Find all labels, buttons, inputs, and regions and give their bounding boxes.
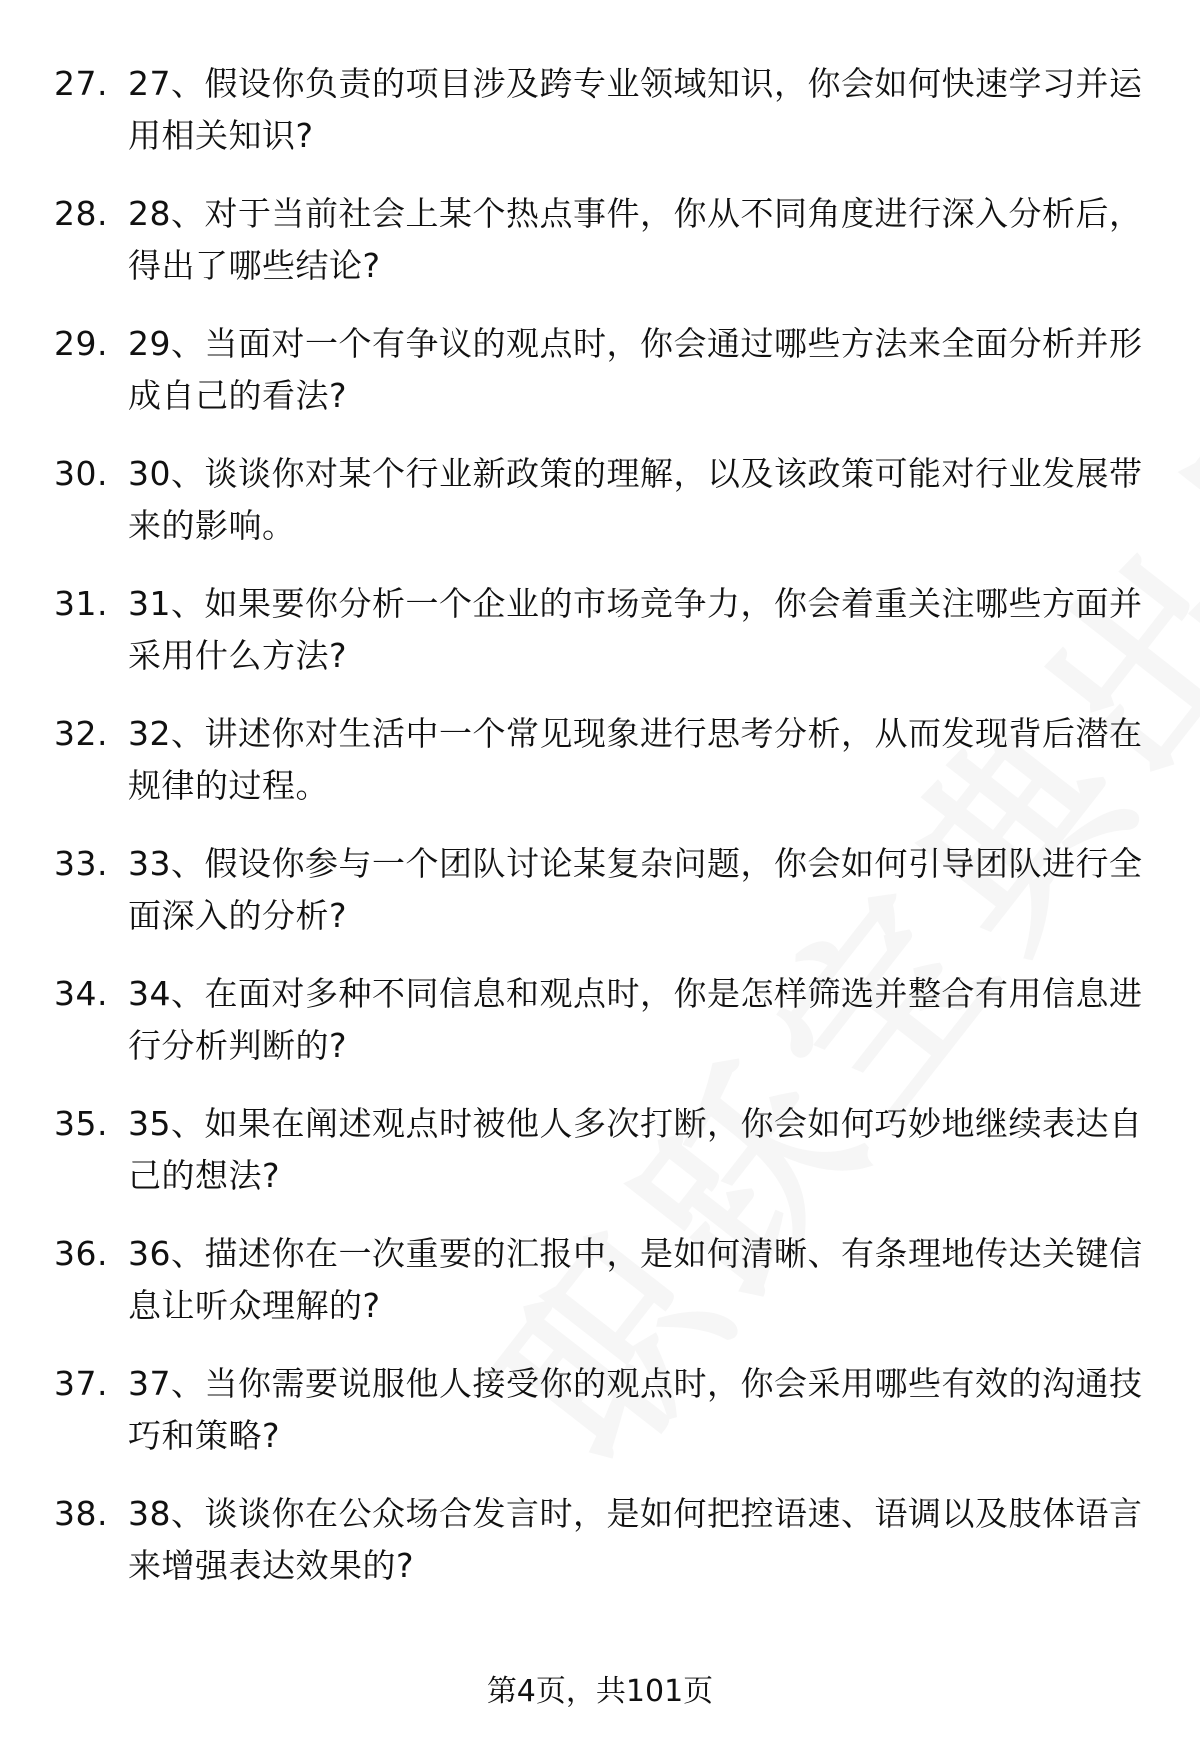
list-item — [0, 838, 1200, 968]
question-number: 36. — [54, 1234, 108, 1273]
question-text: 37、当你需要说服他人接受你的观点时，你会采用哪些有效的沟通技巧和策略? — [128, 1364, 1143, 1455]
question-number: 38. — [54, 1494, 108, 1533]
list-item — [0, 708, 1200, 838]
question-text: 33、假设你参与一个团队讨论某复杂问题，你会如何引导团队进行全面深入的分析? — [128, 844, 1143, 935]
question-text: 35、如果在阐述观点时被他人多次打断，你会如何巧妙地继续表达自己的想法? — [128, 1104, 1143, 1195]
question-number: 27. — [54, 64, 108, 103]
question-text: 34、在面对多种不同信息和观点时，你是怎样筛选并整合有用信息进行分析判断的? — [128, 974, 1143, 1065]
list-item — [0, 318, 1200, 448]
list-item — [0, 1228, 1200, 1358]
question-number: 34. — [54, 974, 108, 1013]
list-item — [0, 968, 1200, 1098]
question-number: 28. — [54, 194, 108, 233]
question-number: 33. — [54, 844, 108, 883]
question-number: 29. — [54, 324, 108, 363]
question-text: 29、当面对一个有争议的观点时，你会通过哪些方法来全面分析并形成自己的看法? — [128, 324, 1143, 415]
question-number: 30. — [54, 454, 108, 493]
question-text: 31、如果要你分析一个企业的市场竞争力，你会着重关注哪些方面并采用什么方法? — [128, 584, 1143, 675]
question-number: 31. — [54, 584, 108, 623]
question-text: 38、谈谈你在公众场合发言时，是如何把控语速、语调以及肢体语言来增强表达效果的? — [128, 1494, 1143, 1585]
question-text: 28、对于当前社会上某个热点事件，你从不同角度进行深入分析后，得出了哪些结论? — [128, 194, 1143, 285]
question-text: 32、讲述你对生活中一个常见现象进行思考分析，从而发现背后潜在规律的过程。 — [128, 714, 1143, 805]
page-footer: 第4页，共101页 — [486, 1674, 714, 1709]
list-item — [0, 1098, 1200, 1228]
list-item — [0, 448, 1200, 578]
question-text: 36、描述你在一次重要的汇报中，是如何清晰、有条理地传达关键信息让听众理解的? — [128, 1234, 1143, 1325]
list-item — [0, 578, 1200, 708]
question-number: 37. — [54, 1364, 108, 1403]
question-list — [0, 58, 1200, 1618]
question-number: 32. — [54, 714, 108, 753]
question-text: 27、假设你负责的项目涉及跨专业领域知识，你会如何快速学习并运用相关知识? — [128, 64, 1143, 155]
list-item — [0, 1488, 1200, 1618]
question-text: 30、谈谈你对某个行业新政策的理解，以及该政策可能对行业发展带来的影响。 — [128, 454, 1143, 545]
list-item — [0, 58, 1200, 188]
question-number: 35. — [54, 1104, 108, 1143]
list-item — [0, 1358, 1200, 1488]
list-item — [0, 188, 1200, 318]
